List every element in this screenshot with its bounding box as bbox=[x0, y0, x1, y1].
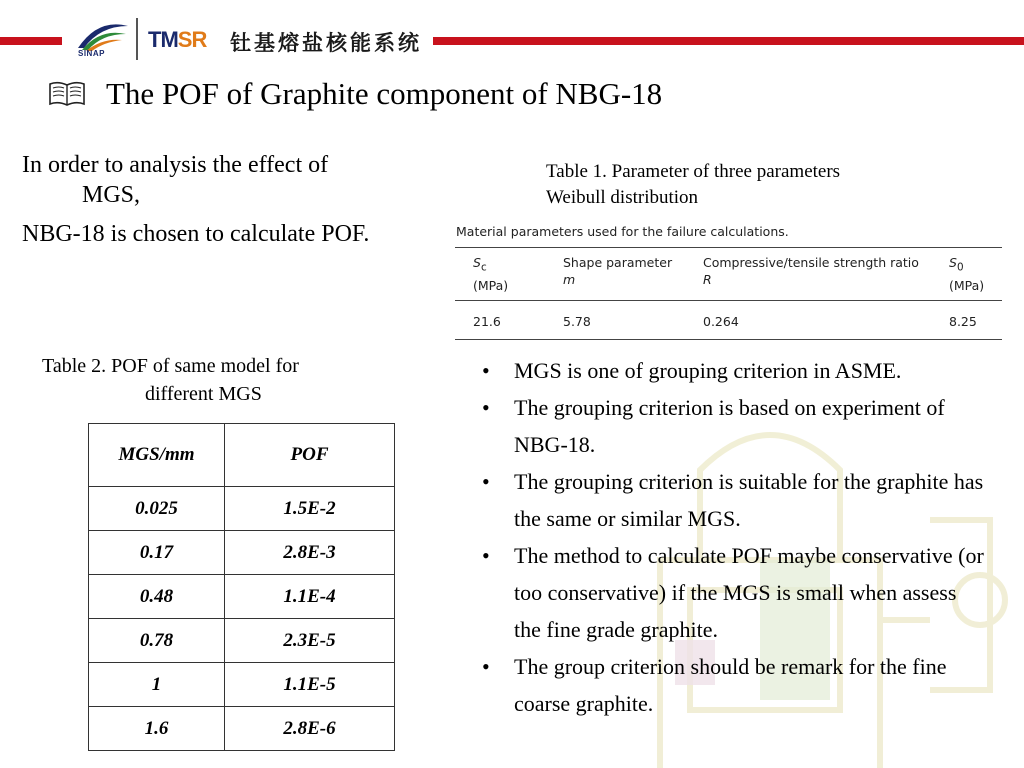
conclusion-bullet-list bbox=[482, 352, 987, 722]
table2-caption-line-2: different MGS bbox=[145, 383, 262, 405]
table2-row bbox=[89, 531, 395, 575]
table1-caption-line-2: Weibull distribution bbox=[546, 187, 699, 208]
table2-cell-mgs: 1.6 bbox=[89, 707, 225, 751]
table1-cell: 5.78 bbox=[563, 313, 591, 329]
tmsr-logo-part-b: SR bbox=[177, 27, 207, 52]
table1-header-row bbox=[455, 248, 1002, 301]
table1-row bbox=[455, 300, 1002, 339]
book-icon bbox=[48, 81, 86, 107]
table2-caption-line-1: Table 2. POF of same model for bbox=[42, 355, 299, 377]
header-bar-right bbox=[433, 37, 1024, 45]
table2-cell-pof: 2.8E-3 bbox=[225, 531, 395, 575]
table2-row bbox=[89, 663, 395, 707]
tmsr-logo-part-a: TM bbox=[148, 27, 178, 52]
table2-header-row bbox=[89, 424, 395, 487]
table2-cell-mgs: 1 bbox=[89, 663, 225, 707]
table1-figure bbox=[455, 224, 1002, 340]
table2-cell-mgs: 0.48 bbox=[89, 575, 225, 619]
tmsr-logo bbox=[148, 27, 206, 53]
table2-row bbox=[89, 619, 395, 663]
table2-cell-mgs: 0.17 bbox=[89, 531, 225, 575]
table1-cell: 21.6 bbox=[473, 313, 501, 329]
table2-cell-pof: 2.8E-6 bbox=[225, 707, 395, 751]
table1-title: Material parameters used for the failure calculations. bbox=[456, 224, 789, 239]
sinap-logo-text: SINAP bbox=[78, 49, 105, 58]
table2-row bbox=[89, 575, 395, 619]
table1-header-cell: Shape parameter m bbox=[563, 255, 673, 287]
table2-row bbox=[89, 707, 395, 751]
table1-cell: 8.25 bbox=[949, 313, 977, 329]
pof-mgs-table bbox=[88, 423, 395, 751]
table1-caption bbox=[546, 159, 926, 211]
material-parameters-table bbox=[455, 247, 1002, 340]
table1-header-cell: $S_c$ (MPa) bbox=[473, 255, 509, 293]
table1-caption-line-1: Table 1. Parameter of three parameters bbox=[546, 161, 841, 182]
table2-header-pof: POF bbox=[225, 424, 395, 487]
table1-header-cell: $S_0$ (MPa) bbox=[949, 255, 985, 293]
header-bar-left bbox=[0, 37, 62, 45]
header-divider bbox=[136, 18, 138, 60]
bullet-item: • The method to calculate POF maybe conservative (or too conservative) if the MGS is small when assess the fine grade graphite. bbox=[482, 537, 987, 648]
table2-cell-pof: 2.3E-5 bbox=[225, 619, 395, 663]
table2-cell-mgs: 0.025 bbox=[89, 487, 225, 531]
bullet-item: • MGS is one of grouping criterion in ASME. bbox=[482, 352, 987, 389]
table2-row bbox=[89, 487, 395, 531]
header-chinese-title: 钍基熔盐核能系统 bbox=[230, 30, 422, 55]
table2-cell-pof: 1.1E-5 bbox=[225, 663, 395, 707]
bullet-item: • The grouping criterion is suitable for the graphite has the same or similar MGS. bbox=[482, 463, 987, 537]
intro-line-1-continuation: MGS, bbox=[82, 182, 141, 208]
table2-cell-pof: 1.1E-4 bbox=[225, 575, 395, 619]
bullet-item: • The group criterion should be remark for the fine coarse graphite. bbox=[482, 648, 987, 722]
table2-header-mgs: MGS/mm bbox=[89, 424, 225, 487]
table1-header-cell: Compressive/tensile strength ratio R bbox=[703, 255, 919, 287]
slide-title: The POF of Graphite component of NBG-18 bbox=[106, 76, 663, 111]
bullet-item: • The grouping criterion is based on experiment of NBG-18. bbox=[482, 389, 987, 463]
table2-cell-pof: 1.5E-2 bbox=[225, 487, 395, 531]
intro-line-2: NBG-18 is chosen to calculate POF. bbox=[22, 221, 370, 247]
intro-line-1: In order to analysis the effect of bbox=[22, 152, 329, 178]
intro-text bbox=[22, 150, 452, 249]
table2-cell-mgs: 0.78 bbox=[89, 619, 225, 663]
table1-cell: 0.264 bbox=[703, 313, 739, 329]
table2-caption bbox=[42, 352, 422, 408]
